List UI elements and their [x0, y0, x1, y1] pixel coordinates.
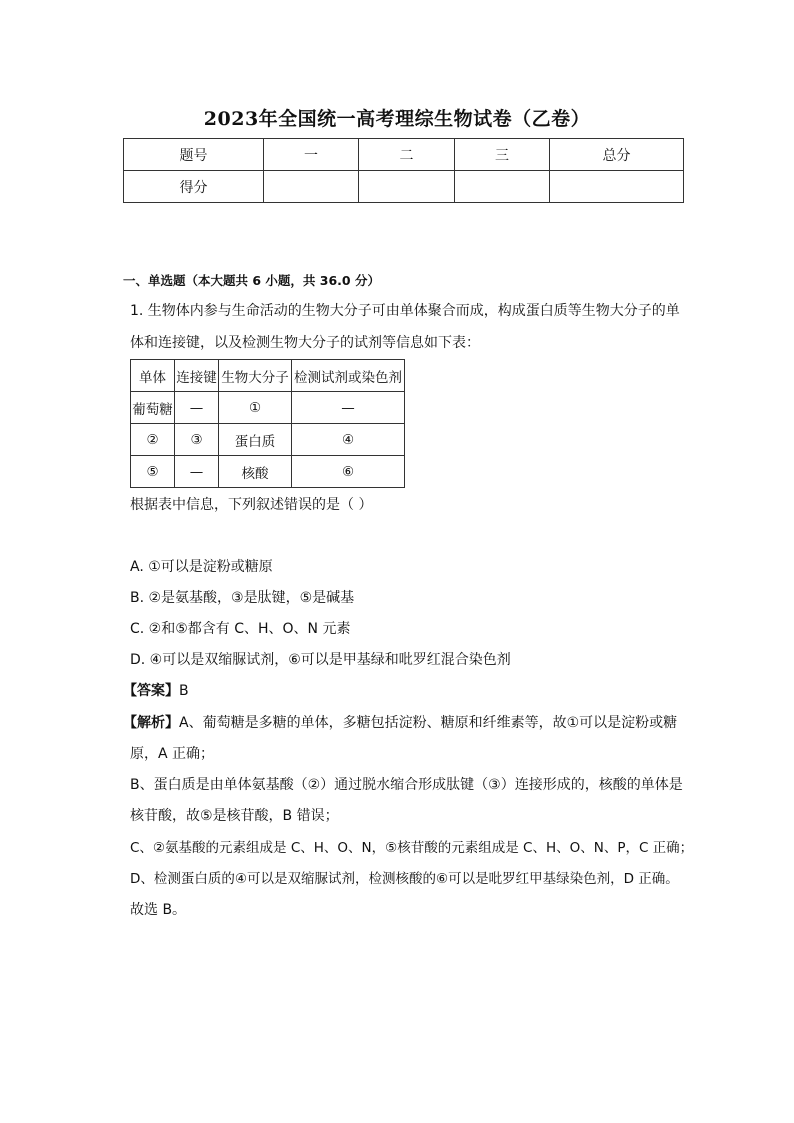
q-header-cell: 连接键 — [175, 360, 219, 392]
answer-value: B — [179, 683, 189, 699]
option-c: C. ②和⑤都含有 C、H、O、N 元素 — [130, 621, 351, 637]
q-header-cell: 生物大分子 — [219, 360, 292, 392]
score-header-cell: 总分 — [550, 139, 684, 171]
analysis-line5: C、②氨基酸的元素组成是 C、H、O、N，⑤核苷酸的元素组成是 C、H、O、N、P，C 正确； — [130, 840, 694, 856]
question-table-row — [131, 456, 405, 488]
score-header-cell: 二 — [359, 139, 455, 171]
score-row-label: 得分 — [124, 171, 264, 203]
score-header-cell: 三 — [455, 139, 550, 171]
score-table-header-row — [124, 139, 684, 171]
score-header-cell: 题号 — [124, 139, 264, 171]
q-cell: 蛋白质 — [219, 424, 292, 456]
score-table-score-row — [124, 171, 684, 203]
analysis-line2: 原，A 正确； — [130, 746, 215, 762]
q-cell: — — [175, 456, 219, 488]
option-a: A. ①可以是淀粉或糖原 — [130, 559, 273, 575]
analysis-line4: 核苷酸，故⑤是核苷酸，B 错误； — [130, 808, 339, 824]
question-stem-line2: 体和连接键，以及检测生物大分子的试剂等信息如下表： — [130, 335, 480, 351]
analysis-line3: B、蛋白质是由单体氨基酸（②）通过脱水缩合形成肽键（③）连接形成的，核酸的单体是 — [130, 777, 683, 793]
analysis-line6: D、检测蛋白质的④可以是双缩脲试剂，检测核酸的⑥可以是吡罗红甲基绿染色剂，D 正确。 — [130, 871, 679, 887]
analysis-label: 【解析】 — [123, 715, 179, 731]
option-d: D. ④可以是双缩脲试剂，⑥可以是甲基绿和吡罗红混合染色剂 — [130, 652, 511, 668]
section-heading: 一、单选题（本大题共 6 小题，共 36.0 分） — [123, 273, 380, 288]
q-cell: ⑤ — [131, 456, 175, 488]
score-header-cell: 一 — [264, 139, 359, 171]
q-cell: 核酸 — [219, 456, 292, 488]
q-cell: 葡萄糖 — [131, 392, 175, 424]
option-b: B. ②是氨基酸，③是肽键，⑤是碱基 — [130, 590, 355, 606]
q-cell: ① — [219, 392, 292, 424]
question-table-header — [131, 360, 405, 392]
score-cell-blank — [359, 171, 455, 203]
analysis-line1 — [123, 713, 677, 733]
score-cell-blank — [550, 171, 684, 203]
score-cell-blank — [455, 171, 550, 203]
question-prompt: 根据表中信息，下列叙述错误的是（ ） — [130, 497, 373, 513]
score-table — [123, 138, 684, 203]
q-cell: — — [292, 392, 405, 424]
q-cell: ③ — [175, 424, 219, 456]
answer-line — [123, 681, 189, 701]
analysis-line7: 故选 B。 — [130, 902, 187, 918]
q-cell: ⑥ — [292, 456, 405, 488]
question-table-row — [131, 392, 405, 424]
page-title: 2023年全国统一高考理综生物试卷（乙卷） — [203, 108, 591, 130]
q-header-cell: 检测试剂或染色剂 — [292, 360, 405, 392]
answer-label: 【答案】 — [123, 683, 179, 699]
q-cell: — — [175, 392, 219, 424]
q-cell: ④ — [292, 424, 405, 456]
q-header-cell: 单体 — [131, 360, 175, 392]
q-cell: ② — [131, 424, 175, 456]
question-table-row — [131, 424, 405, 456]
analysis-text: A、葡萄糖是多糖的单体，多糖包括淀粉、糖原和纤维素等，故①可以是淀粉或糖 — [179, 715, 678, 731]
score-cell-blank — [264, 171, 359, 203]
question-table — [130, 359, 405, 488]
question-stem-line1: 1. 生物体内参与生命活动的生物大分子可由单体聚合而成，构成蛋白质等生物大分子的单 — [130, 303, 680, 319]
